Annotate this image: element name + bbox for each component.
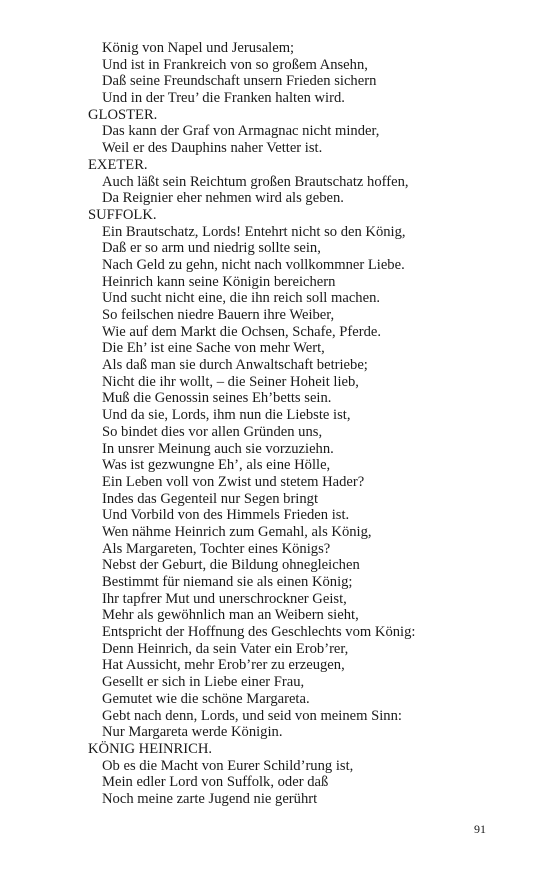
verse-line: Mehr als gewöhnlich man an Weibern sieht,	[102, 607, 359, 624]
verse-line: Daß seine Freundschaft unsern Frieden sichern	[102, 73, 377, 90]
verse-line: Die Eh’ ist eine Sache von mehr Wert,	[102, 340, 325, 357]
verse-line: Und sucht nicht eine, die ihn reich soll machen.	[102, 290, 381, 307]
verse-line: Nur Margareta werde Königin.	[102, 724, 283, 741]
verse-line: Gebt nach denn, Lords, und seid von meinem Sinn:	[102, 707, 402, 724]
verse-line: Was ist gezwungne Eh’, als eine Hölle,	[102, 457, 331, 474]
verse-line: Als daß man sie durch Anwaltschaft betriebe;	[102, 357, 368, 374]
verse-line: Wie auf dem Markt die Ochsen, Schafe, Pferde.	[102, 323, 382, 340]
verse-line: Weil er des Dauphins naher Vetter ist.	[102, 140, 323, 157]
verse-line: Nicht die ihr wollt, – die Seiner Hoheit lieb,	[102, 373, 359, 390]
verse-line: Auch läßt sein Reichtum großen Brautschatz hoffen,	[102, 173, 409, 190]
speaker-name: GLOSTER.	[88, 106, 158, 123]
verse-line: Als Margareten, Tochter eines Königs?	[102, 540, 331, 557]
verse-line: Nach Geld zu gehn, nicht nach vollkommner Liebe.	[102, 256, 405, 273]
verse-line: Das kann der Graf von Armagnac nicht minder,	[102, 123, 380, 140]
verse-line: Da Reignier eher nehmen wird als geben.	[102, 190, 344, 207]
verse-line: Und Vorbild von des Himmels Frieden ist.	[102, 507, 350, 524]
verse-line: Und ist in Frankreich von so großem Ansehn,	[102, 56, 368, 73]
verse-line: Bestimmt für niemand sie als einen König;	[102, 574, 353, 590]
speaker-name: KÖNIG HEINRICH.	[88, 740, 213, 757]
verse-line: Hat Aussicht, mehr Erob’rer zu erzeugen,	[102, 657, 345, 674]
verse-line: Muß die Genossin seines Eh’betts sein.	[102, 390, 332, 407]
speaker-name: EXETER.	[88, 156, 148, 173]
verse-line: Mein edler Lord von Suffolk, oder daß	[102, 774, 329, 791]
verse-line: In unsrer Meinung auch sie vorzuziehn.	[102, 440, 334, 457]
verse-line: Nebst der Geburt, die Bildung ohnegleichen	[102, 557, 360, 574]
verse-line: Gesellt er sich in Liebe einer Frau,	[102, 674, 305, 691]
page-number: 91	[474, 822, 486, 836]
verse-line: Ein Leben voll von Zwist und stetem Hader?	[102, 473, 365, 490]
verse-line: Gemutet wie die schöne Margareta.	[102, 690, 310, 707]
play-text	[88, 40, 528, 808]
verse-line: Ob es die Macht von Eurer Schild’rung ist,	[102, 757, 354, 774]
verse-line: Ihr tapfrer Mut und unerschrockner Geist,	[102, 590, 347, 607]
verse-line: König von Napel und Jerusalem;	[102, 40, 295, 56]
verse-line: Denn Heinrich, da sein Vater ein Erob’rer,	[102, 640, 349, 657]
verse-line: Ein Brautschatz, Lords! Entehrt nicht so den König,	[102, 223, 406, 240]
verse-line: Wen nähme Heinrich zum Gemahl, als König,	[102, 523, 372, 540]
speaker-name: SUFFOLK.	[88, 206, 157, 223]
verse-line: So feilschen niedre Bauern ihre Weiber,	[102, 307, 335, 323]
verse-line: So bindet dies vor allen Gründen uns,	[102, 423, 323, 440]
verse-line: Entspricht der Hoffnung des Geschlechts vom König:	[102, 624, 416, 641]
verse-line: Indes das Gegenteil nur Segen bringt	[102, 490, 319, 507]
verse-line: Und da sie, Lords, ihm nun die Liebste ist,	[102, 407, 351, 424]
verse-line: Noch meine zarte Jugend nie gerührt	[102, 790, 318, 807]
verse-line: Daß er so arm und niedrig sollte sein,	[102, 240, 321, 257]
verse-line: Heinrich kann seine Königin bereichern	[102, 273, 336, 290]
verse-line: Und in der Treu’ die Franken halten wird.	[102, 90, 345, 107]
